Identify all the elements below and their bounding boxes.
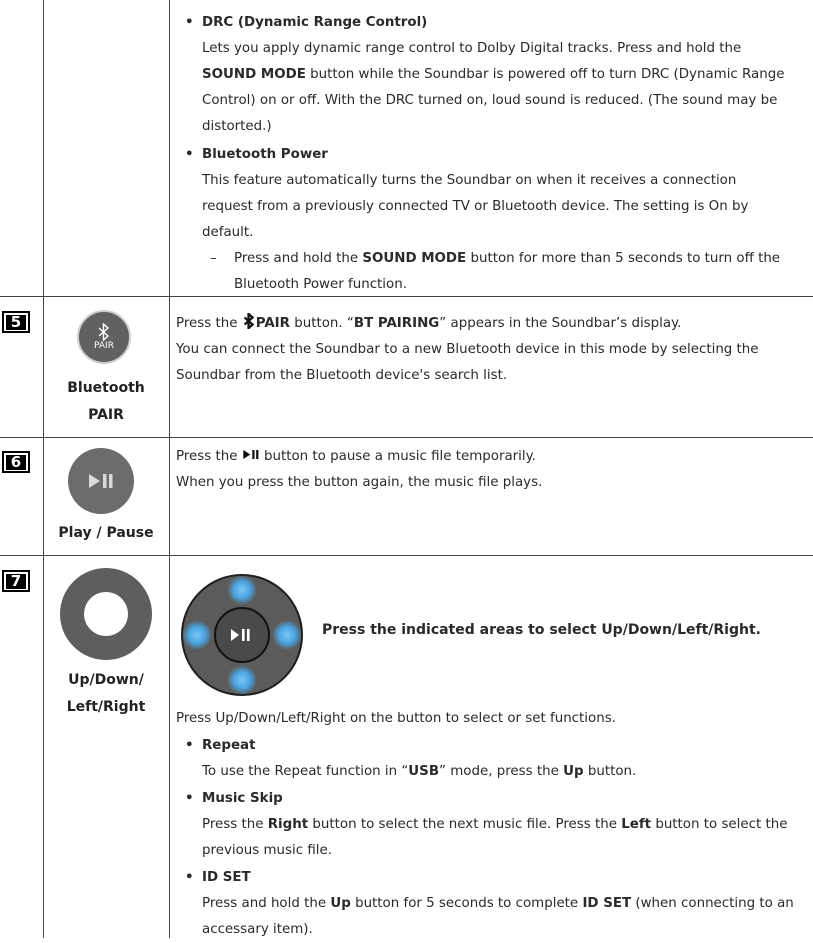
bluetooth-icon xyxy=(97,323,111,341)
repeat-bullet: • Repeat To use the Repeat function in “USB” mode, press the Up button. xyxy=(185,738,637,779)
pair-line: Press the PAIR button. “BT PAIRING” appears in the Soundbar’s display. xyxy=(176,311,806,337)
dpad-diagram xyxy=(180,573,304,697)
bluetooth-power-line: This feature automatically turns the Soundbar on when it receives a connection xyxy=(202,173,737,188)
bluetooth-pair-icon: PAIR xyxy=(77,310,131,364)
column-divider-right xyxy=(169,0,170,938)
dpad-caption: Press the indicated areas to select Up/Down/Left/Right. xyxy=(322,622,761,638)
play-pause-glyph xyxy=(87,473,115,489)
pair-line: Soundbar from the Bluetooth device's search list. xyxy=(176,368,508,383)
drc-line: SOUND MODE button while the Soundbar is powered off to turn DRC (Dynamic Range xyxy=(202,67,785,82)
bluetooth-power-line: request from a previously connected TV or Bluetooth device. The setting is On by xyxy=(202,199,749,214)
play-pause-icon xyxy=(68,448,134,514)
dpad-right-glow xyxy=(272,620,302,650)
row4-content xyxy=(176,10,806,298)
bluetooth-icon xyxy=(242,313,256,329)
play-pause-line: When you press the button again, the music file plays. xyxy=(176,475,543,490)
drc-line: Lets you apply dynamic range control to Dolby Digital tracks. Press and hold the xyxy=(202,41,742,56)
row5-content xyxy=(176,311,806,389)
row7-content xyxy=(176,706,806,943)
play-pause-line: Press the button to pause a music file temporarily. xyxy=(176,449,536,464)
bluetooth-power-line: default. xyxy=(202,225,254,240)
row-number-6: 6 xyxy=(2,451,30,473)
music-skip-bullet: • Music Skip Press the Right button to select the next music file. Press the Left button to select the previous music file. xyxy=(185,791,788,858)
id-set-bullet: • ID SET Press and hold the Up button for 5 seconds to complete ID SET (when connecting to an accessary item). xyxy=(185,870,794,937)
drc-bullet: • DRC (Dynamic Range Control) Lets you apply dynamic range control to Dolby Digital tracks. Press and hold the SOUND MODE button while the Soundbar is powered off to turn DRC (Dynamic Range Control) on or off. With the DRC turned on, loud sound is reduced. (The sound may be distorted.) xyxy=(176,10,806,140)
column-divider-left xyxy=(43,0,44,938)
row-number-5: 5 xyxy=(2,311,30,333)
row-number-7: 7 xyxy=(2,570,30,592)
row7-label: Up/Down/ Left/Right xyxy=(66,672,146,715)
row6-content xyxy=(176,444,806,496)
drc-line: Control) on or off. With the DRC turned on, loud sound is reduced. (The sound may be xyxy=(202,93,778,108)
row7-intro: Press Up/Down/Left/Right on the button to select or set functions. xyxy=(176,711,616,726)
dpad-down-glow xyxy=(227,665,257,695)
drc-line: distorted.) xyxy=(202,119,272,134)
drc-title: DRC (Dynamic Range Control) xyxy=(202,15,428,30)
row5-label: Bluetooth PAIR xyxy=(67,380,145,423)
pair-line: You can connect the Soundbar to a new Bluetooth device in this mode by selecting the xyxy=(176,342,759,357)
bluetooth-power-bullet: • Bluetooth Power This feature automatically turns the Soundbar on when it receives a connection request from a previously connected TV or Bluetooth device. The setting is On by default. xyxy=(176,142,806,246)
dpad-left-glow xyxy=(182,620,212,650)
row-divider-6 xyxy=(0,437,813,438)
play-pause-icon xyxy=(242,449,260,460)
bluetooth-power-title: Bluetooth Power xyxy=(202,147,328,162)
ring-button-icon xyxy=(60,568,152,660)
row-divider-7 xyxy=(0,555,813,556)
bluetooth-power-note: – Press and hold the SOUND MODE button for more than 5 seconds to turn off the Bluetooth Power function. xyxy=(210,251,781,292)
row6-label: Play / Pause xyxy=(58,525,154,541)
dpad-up-glow xyxy=(227,575,257,605)
